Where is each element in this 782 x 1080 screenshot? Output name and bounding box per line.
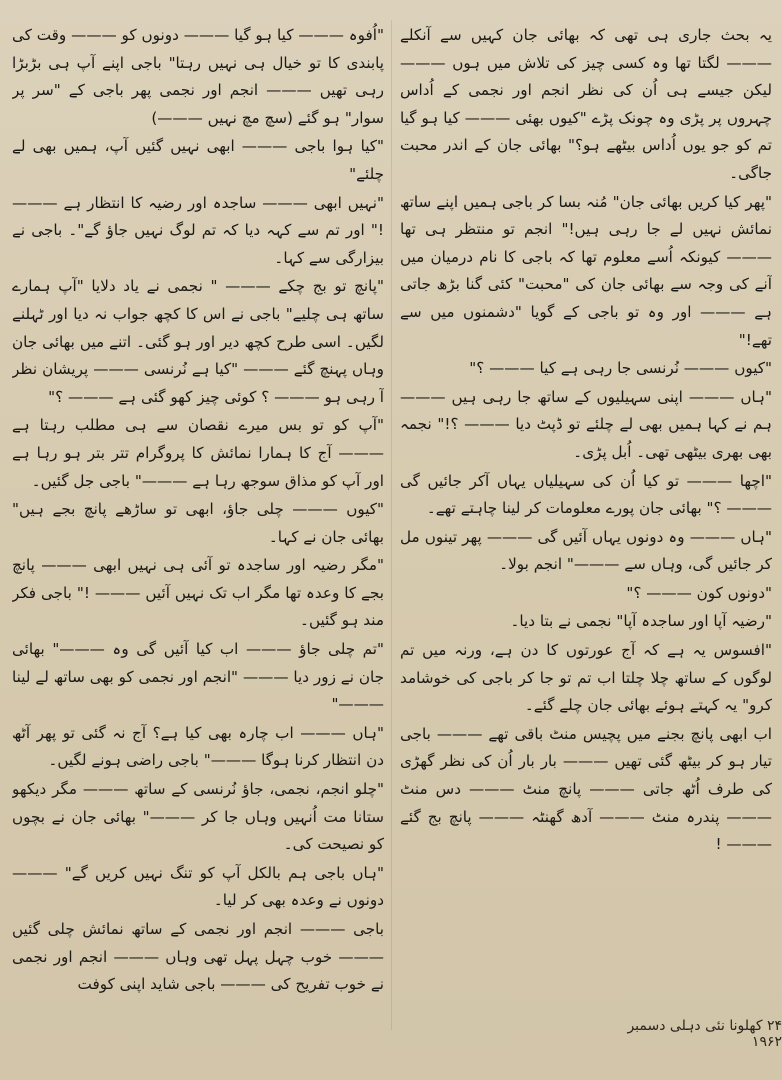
paragraph: "ہاں ——— اب چارہ بھی کیا ہے؟ آج نہ گئی تو پھر آٹھ دن انتظار کرنا ہوگا ———" باجی راضی ہونے لگیں۔	[12, 723, 384, 770]
paragraph: "رضیہ آپا اور ساجدہ آپا" نجمی نے بتا دیا۔	[510, 612, 772, 631]
paragraph: "کیوں ——— نُرنسی جا رہی ہے کیا ——— ؟"	[469, 359, 772, 378]
paragraph: "چلو انجم، نجمی، جاؤ نُرنسی کے ساتھ ——— مگر دیکھو ستانا مت اُنہیں وہاں جا کر ———" بھائی جان نے بچوں کو نصیحت کی۔	[12, 780, 384, 854]
paragraph: اب ابھی پانچ بجنے میں پچیس منٹ باقی تھے ——— باجی تیار ہو کر بیٹھ گئی تھیں ——— بار بار اُن کی نظر گھڑی کی طرف اُٹھ جاتی ——— پانچ منٹ ——— دس منٹ ——— پندرہ منٹ ——— آدھ گھنٹہ ——— پانچ بج گئے ——— !	[400, 724, 772, 854]
paragraph: "اُفوہ ——— کیا ہو گیا ——— دونوں کو ——— وقت کی پابندی کا تو خیال ہی نہیں رہتا" باجی اپنے آپ ہی بڑبڑا رہی تھیں ——— انجم اور نجمی پھر باجی کے "سر پر سوار" ہو گئے (سچ مچ نہیں ———)	[12, 26, 384, 127]
paragraph: "پھر کیا کریں بھائی جان" مُنہ بسا کر باجی ہمیں اپنے ساتھ نمائش نہیں لے جا رہی ہیں!" انجم تو منتظر ہی تھا ——— کیونکہ اُسے معلوم تھا کہ باجی کا نام درمیان میں آنے کی وجہ سے بھائی جان کی "محبت" کئی گنا بڑھ جاتی ہے ——— اور وہ تو باجی کے گویا "دشمنوں میں سے تھے!"	[400, 192, 772, 349]
paragraph: "کیوں ——— چلی جاؤ، ابھی تو ساڑھے پانچ بجے ہیں" بھائی جان نے کہا۔	[12, 500, 384, 546]
paragraph: "اچھا ——— تو کیا اُن کی سہیلیاں یہاں آکر جائیں گی ——— ؟" بھائی جان پورے معلومات کر لینا چاہتے تھے۔	[400, 471, 772, 518]
paragraph: "افسوس یہ ہے کہ آج عورتوں کا دن ہے، ورنہ میں تم لوگوں کے ساتھ چلا چلتا اب تم تو جا کر باجی کی خوشامد کرو" یہ کہتے ہوئے بھائی جان چلے گئے۔	[400, 641, 772, 715]
paragraph: "دونوں کون ——— ؟"	[626, 583, 772, 602]
paragraph: "ہاں ——— وہ دونوں یہاں آئیں گی ——— پھر تینوں مل کر جائیں گی، وہاں سے ———" انجم بولا۔	[400, 527, 772, 574]
paragraph: "نہیں ابھی ——— ساجدہ اور رضیہ کا انتظار ہے ——— !" اور تم سے کہہ دیا کہ تم لوگ نہیں جاؤ گے"۔ باجی نے بیزارگی سے کہا۔	[12, 193, 384, 267]
paragraph: "ہاں ——— اپنی سہیلیوں کے ساتھ جا رہی ہیں ——— ہم نے کہا ہمیں بھی لے چلئے تو ڈپٹ دیا ——— ؟!" نجمہ بھی بھری بیٹھی تھی۔ اُبل پڑی۔	[400, 387, 772, 461]
column-divider	[391, 20, 392, 1030]
paragraph: باجی ——— انجم اور نجمی کے ساتھ نمائش چلی گئیں ——— خوب چہل پہل تھی وہاں ——— انجم اور نجمی نے خوب تفریح کی ——— باجی شاید اپنی کوفت	[12, 920, 384, 994]
paragraph: "پانچ تو بج چکے ——— " نجمی نے یاد دلایا "آپ ہمارے ساتھ ہی چلیے" باجی نے اس کا کچھ جواب نہ دیا اور ٹہلنے لگیں۔ اسی طرح کچھ دیر اور ہو گئی۔ اتنے میں بھائی جان وہاں پہنچ گئے ——— "کیا ہے نُرنسی ——— پریشان نظر آ رہی ہو ——— ؟ کوئی چیز کھو گئی ہے ——— ؟"	[12, 277, 384, 406]
paragraph: یہ بحث جاری ہی تھی کہ بھائی جان کہیں سے آنکلے ——— لگتا تھا وہ کسی چیز کی تلاش میں ہوں ——— لیکن جیسے ہی اُن کی نظر انجم اور نجمی کے اُداس چہروں پر پڑی وہ چونک پڑے "کیوں بھئی ——— کیا ہو گیا تم کو جو یوں اُداس بیٹھے ہو؟" بھائی جان کے اندر محبت جاگی۔	[400, 26, 772, 182]
page-footer: ۲۴ کھلونا نئی دہلی دسمبر ۱۹۶۲	[627, 1018, 782, 1050]
paragraph: "کیا ہوا باجی ——— ابھی نہیں گئیں آپ، ہمیں بھی لے چلئے"	[12, 137, 384, 183]
paragraph: "ہاں باجی ہم بالکل آپ کو تنگ نہیں کریں گے" ——— دونوں نے وعدہ بھی کر لیا۔	[12, 863, 384, 910]
left-column	[12, 22, 384, 1022]
paragraph: "تم چلی جاؤ ——— اب کیا آئیں گی وہ ———" بھائی جان نے زور دیا ——— "انجم اور نجمی کو بھی ساتھ لے لینا ———"	[12, 640, 384, 714]
right-column	[400, 22, 772, 1022]
paragraph: "آپ کو تو بس میرے نقصان سے ہی مطلب رہتا ہے ——— آج کا ہمارا نمائش کا پروگرام تتر بتر ہو رہا ہے اور آپ کو مذاق سوجھ رہا ہے ———" باجی جل گئیں۔	[12, 416, 384, 490]
paragraph: "مگر رضیہ اور ساجدہ تو آئی ہی نہیں ابھی ——— پانچ بجے کا وعدہ تھا مگر اب تک نہیں آئیں ——— !" باجی فکر مند ہو گئیں۔	[12, 556, 384, 630]
